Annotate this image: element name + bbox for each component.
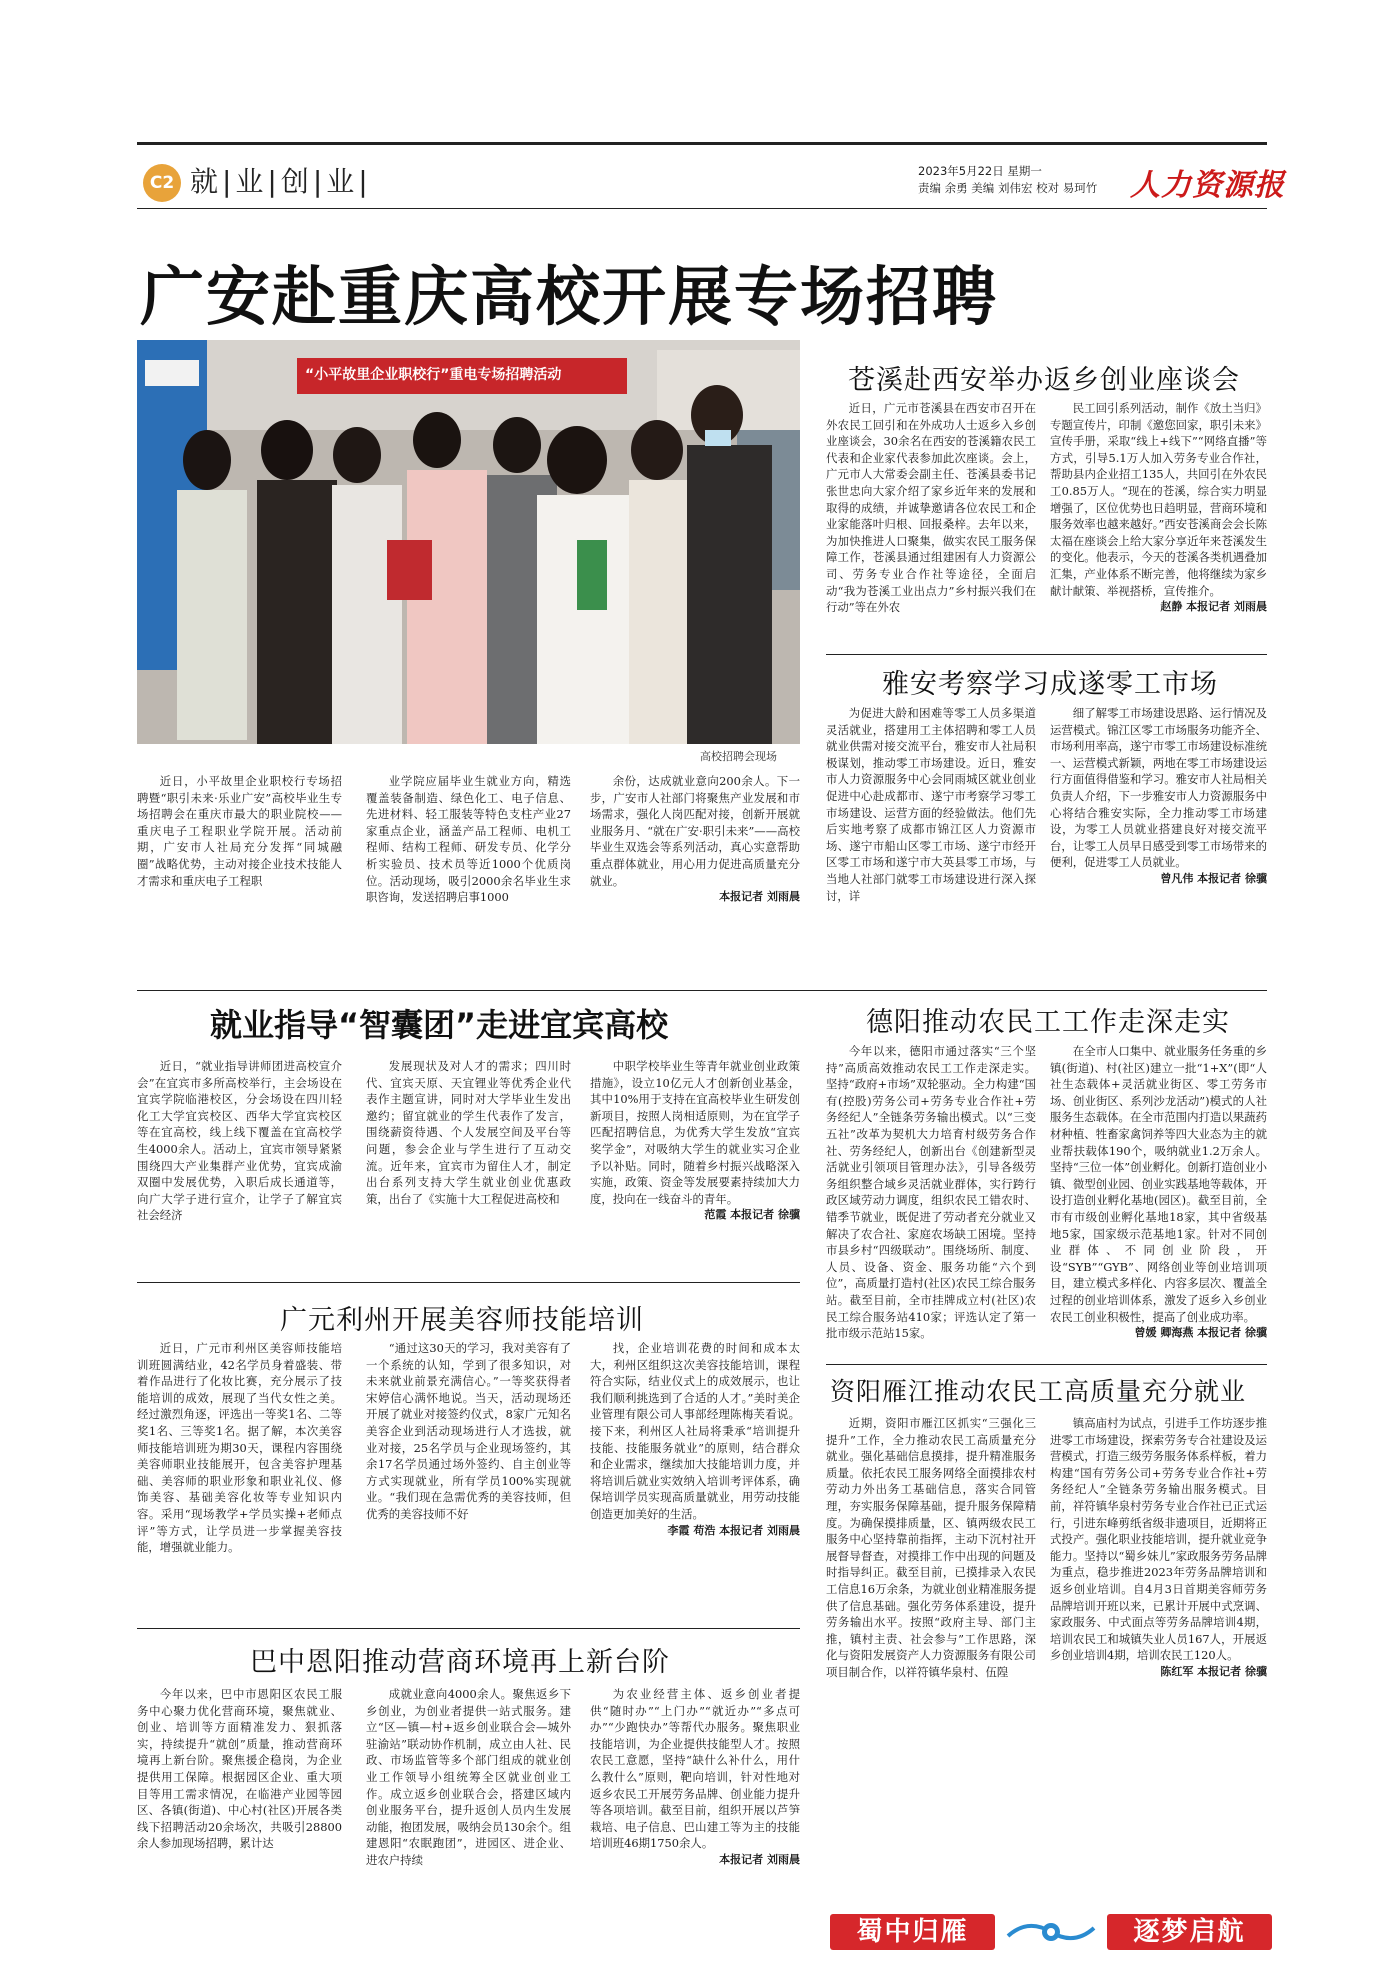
- divider: [826, 654, 1267, 655]
- top-rule: [137, 142, 1267, 145]
- page-badge: C2: [143, 164, 181, 202]
- lead-col-1: [137, 773, 342, 978]
- lizhou-byline: 李霞 苟浩 本报记者 刘雨晨: [667, 1523, 800, 1537]
- issue-meta: [918, 163, 1097, 197]
- lizhou-paragraph: 找，企业培训花费的时间和成本太大，利州区组织这次美容技能培训，课程符合实际，结业仪式上的成效展示，也让我们顺利挑选到了合适的人才。”美时美企业管理有限公司人事部经理陈梅芙看说。接下来，利州区人社局将秉承“培训提升技能、技能服务就业”的原则，结合群众和企业需求，继续加大技能培训力度，并将培训后就业实效纳入培训考评体系，确保培训学员实现高质量就业，用劳动技能创造更加美好的生活。: [590, 1341, 800, 1521]
- ziyang-headline: 资阳雁江推动农民工高质量充分就业: [830, 1377, 1247, 1406]
- deyang-col-2: [1050, 1043, 1267, 1357]
- deyang-paragraph: 在全市人口集中、就业服务任务重的乡镇(街道)、村(社区)建立一批“1+X”(即“人社生态载体+灵活就业街区、零工劳务市场、创业街区、系列沙龙活动”)模式的人社服务生态载体。在全市范围内打造以果蔬药材种植、牲畜家禽饲养等四大业态为主的就业帮扶载体190个，吸纳就业1.2万余人。坚持“三位一体”创业孵化。创新打造创业小镇、微型创业园、创业实践基地等载体，开设打造创业孵化基地(园区)。截至目前，全市有市级创业孵化基地18家，其中省级基地5家，国家级示范基地1家。针对不同创业群体、不同创业阶段，开设“SYB”“GYB”、网络创业等创业培训项目，建立模式多样化、内容多层次、覆盖全过程的创业培训体系，激发了返乡入乡创业农民工创业积极性，提高了创业成功率。: [1050, 1044, 1267, 1324]
- ziyang-paragraph: 镇高庙村为试点，引进手工作坊逐步推进零工市场建设，探索劳务专合社建设及运营模式，打造三级劳务服务体系样板，着力构建“国有劳务公司+劳务专业合作社+劳务经纪人”全链条劳务输出服务模式。目前，祥符镇华泉村劳务专业合作社已正式运行，引进东峰剪纸省级非遗项目，近期将正式投产。强化职业技能培训，提升就业竞争能力。坚持以“蜀乡妹儿”家政服务劳务品牌为重点，稳步推进2023年劳务品牌培训和返乡创业培训。自4月3日首期美容师劳务品牌培训开班以来，已累计开展中式烹调、家政服务、中式面点等劳务品牌培训4期，培训农民工和城镇失业人员167人，开展返乡创业培训4期，培训农民工120人。: [1050, 1416, 1267, 1663]
- banner-left: 蜀中归雁: [830, 1914, 995, 1950]
- bazhong-col-3: [590, 1686, 800, 1934]
- lizhou-col-1: [137, 1340, 342, 1622]
- banner-right: 逐梦启航: [1107, 1914, 1272, 1950]
- header-underline: [137, 208, 1267, 209]
- bazhong-byline: 本报记者 刘雨晨: [719, 1852, 800, 1866]
- section-name: 就|业|创|业|: [190, 165, 372, 198]
- yaan-paragraph: 细了解零工市场建设思路、运行情况及运营模式。锦江区零工市场服务功能齐全、市场利用率高，遂宁市零工市场建设标准统一、运营模式新颖，两地在零工市场建设运行方面值得借鉴和学习。雅安市人社局相关负责人介绍，下一步雅安市人力资源服务中心将结合雅安实际，全力推动零工市场建设，为零工人员就业搭建良好对接交流平台，让零工人员早日感受到零工市场带来的便利，促进零工人员就业。: [1050, 706, 1267, 870]
- paper-logo: 人力资源报: [1130, 168, 1285, 203]
- ziyang-byline: 陈红军 本报记者 徐骥: [1160, 1664, 1267, 1678]
- deyang-paragraph: 今年以来，德阳市通过落实“三个坚持”高质高效推动农民工工作走深走实。坚持“政府+市场”双轮驱动。全力构建“国有(控股)劳务公司+劳务专业合作社+劳务经纪人”全链条劳务输出模式。以“三变五社”改革为契机大力培育村级劳务合作社、劳务经纪人，创新出台《创建新型灵活就业引领项目管理办法》，引导各级劳务组织整合域乡灵活就业群体，实行跨行政区域劳动力调度，组织农民工错农时、错季节就业，既促进了劳动者充分就业又解决了农合社、家庭农场缺工困境。坚持市县乡村“四级联动”。围绕场所、制度、人员、设备、资金、服务功能“六个到位”，高质量打造村(社区)农民工综合服务站。截至目前，全市挂牌成立村(社区)农民工综合服务站410家；评选认定了第一批市级示范站15家。: [826, 1044, 1036, 1341]
- lizhou-col-2: [366, 1340, 571, 1622]
- yibin-col-2: [366, 1058, 571, 1273]
- photo-caption: 高校招聘会现场: [700, 750, 777, 763]
- lead-paragraph: 近日，小平故里企业职校行专场招聘暨“职引未来·乐业广安”高校毕业生专场招聘会在重庆市最大的职业院校——重庆电子工程职业学院开展。活动前期，广安市人社局充分发挥“同城融圈”战略优势，主动对接企业技术技能人才需求和重庆电子工程职: [137, 774, 342, 888]
- bazhong-paragraph: 今年以来，巴中市恩阳区农民工服务中心聚力优化营商环境，聚焦就业、创业、培训等方面精准发力、狠抓落实，持续提升“就创”质量，推动营商环境再上新台阶。聚焦援企稳岗，为企业提供用工保障。根据园区企业、重大项目等用工需求情况，在临港产业园等园区、各镇(街道)、中心村(社区)开展各类线下招聘活动20余场次，共吸引28800余人参加现场招聘，累计达: [137, 1687, 342, 1851]
- deyang-headline: 德阳推动农民工工作走深走实: [866, 1007, 1230, 1038]
- yibin-paragraph: 近日，“就业指导讲师团进高校宣介会”在宜宾市多所高校举行，主会场设在宜宾学院临港校区，分会场设在四川轻化工大学宜宾校区、西华大学宜宾校区等在宜高校，线上线下覆盖在宜高校学生4000余人。活动上，宜宾市领导紧紧围绕四大产业集群产业优势，宜宾成渝双圈中发展优势，入职后成长通道等，向广大学子进行宣介，让学子了解宜宾社会经济: [137, 1059, 342, 1223]
- deyang-byline: 曾媛 卿海燕 本报记者 徐骥: [1134, 1326, 1267, 1340]
- divider: [137, 1628, 800, 1629]
- lead-byline: 本报记者 刘雨晨: [719, 890, 800, 904]
- ziyang-col-1: [826, 1415, 1036, 1905]
- recruitment-photo: [137, 340, 800, 744]
- yibin-col-3: [590, 1058, 800, 1273]
- divider: [137, 1282, 800, 1283]
- swirl-icon: [1006, 1916, 1096, 1948]
- divider: [137, 990, 1267, 991]
- yaan-byline: 曾凡伟 本报记者 徐骥: [1160, 871, 1267, 885]
- cangxi-headline: 苍溪赴西安举办返乡创业座谈会: [848, 365, 1240, 396]
- divider: [826, 1364, 1267, 1365]
- lead-paragraph: 业学院应届毕业生就业方向，精选覆盖装备制造、绿色化工、电子信息、先进材料、轻工服装等特色支柱产业27家重点企业，涵盖产品工程师、电机工程师、结构工程师、研发专员、化学分析实验员、技术员等近1000个优质岗位。活动现场，吸引2000余名毕业生求职咨询，发送招聘启事1000: [366, 774, 571, 905]
- deyang-col-1: [826, 1043, 1036, 1357]
- recruitment-photo-illustration: [137, 340, 800, 744]
- ziyang-col-2: [1050, 1415, 1267, 1905]
- bazhong-headline: 巴中恩阳推动营商环境再上新台阶: [250, 1647, 670, 1678]
- cangxi-col-1: [826, 400, 1036, 650]
- lizhou-paragraph: 近日，广元市利州区美容师技能培训班圆满结业，42名学员身着盛装、带着作品进行了化妆比赛，充分展示了技能培训的成效，展现了当代女性之美。经过激烈角逐，评选出一等奖1名、二等奖1名、三等奖1名。据了解，本次美容师技能培训班为期30天，课程内容围绕美容师职业技能展开，包含美容护理基础、美容师的职业形象和职业礼仪、修饰美容、基础美容化妆等专业知识内容。采用“现场教学+学员实操+老师点评”等方式，让学员进一步掌握美容技能，增强就业能力。: [137, 1341, 342, 1555]
- bazhong-paragraph: 为农业经营主体、返乡创业者提供“随时办”“上门办”“就近办”“多点可办”“少跑快办”等帮代办服务。聚焦职业技能培训，为企业提供技能型人才。按照农民工意愿，坚持“缺什么补什么，用什么教什么”原则，靶向培训，针对性地对返乡农民工开展劳务品牌、创业能力提升等各项培训。截至目前，组织开展以芦笋栽培、电子信息、巴山建工等为主的技能培训班46期1750余人。: [590, 1687, 800, 1851]
- lizhou-col-3: [590, 1340, 800, 1622]
- cangxi-col-2: [1050, 400, 1267, 650]
- cangxi-paragraph: 近日，广元市苍溪县在西安市召开在外农民工回引和在外成功人士返乡入乡创业座谈会，30余名在西安的苍溪籍农民工代表和企业家代表参加此次座谈。会上，广元市人大常委会副主任、苍溪县委书记张世忠向大家介绍了家乡近年来的发展和取得的成绩，并诚挚邀请各位农民工和企业家能落叶归根、回报桑梓。去年以来，为加快推进人口聚集，做实农民工服务保障工作，苍溪县通过组建困有人力资源公司、劳务专业合作社等途径，全面启动“我为苍溪工业出点力”乡村振兴我们在行动”等在外农: [826, 401, 1036, 615]
- photo-banner-text: “小平故里企业职校行”重电专场招聘活动: [305, 367, 562, 383]
- lead-col-3: [590, 773, 800, 978]
- yibin-byline: 范霞 本报记者 徐骥: [704, 1208, 800, 1222]
- bazhong-paragraph: 成就业意向4000余人。聚焦返乡下乡创业，为创业者提供一站式服务。建立“区—镇—村+返乡创业联合会—城外驻渝站”联动协作机制，成立由人社、民政、市场监管等多个部门组成的就业创业工作领导小组统筹全区就业创业工作。成立返乡创业联合会，搭建区域内创业服务平台，提升返创人员内生发展动能，抱团发展，吸纳会员130余个。组建恩阳“农眠跑团”，进园区、进企业、进农户持续: [366, 1687, 571, 1867]
- lead-headline: 广安赴重庆高校开展专场招聘: [140, 261, 998, 335]
- yaan-col-1: [826, 705, 1036, 975]
- lizhou-headline: 广元利州开展美容师技能培训: [280, 1305, 644, 1336]
- cangxi-paragraph: 民工回引系列活动，制作《放土当归》专题宣传片，印制《邀您回家，职引未来》宣传手册，采取“线上+线下”“网络直播”等方式，引导5.1万人加入劳务专业合作社，帮助县内企业招工135人，共回引在外农民工0.85万人。“现在的苍溪，综合实力明显增强了，区位优势也日趋明显，营商环境和服务效率也越来越好。”西安苍溪商会会长陈太福在座谈会上给大家分享近年来苍溪发生的变化。他表示，今天的苍溪各类机遇叠加汇集，产业体系不断完善，他将继续为家乡献计献策、举视搭桥，宣传推介。: [1050, 401, 1267, 598]
- yibin-col-1: [137, 1058, 342, 1273]
- editors-line: 责编 余勇 美编 刘伟宏 校对 易珂竹: [918, 181, 1098, 195]
- column-banner: [830, 1910, 1272, 1954]
- lizhou-paragraph: “通过这30天的学习，我对美容有了一个系统的认知，学到了很多知识，对未来就业前景充满信心。”一等奖获得者宋婷信心满怀地说。当天，活动现场还开展了就业对接签约仪式，8家广元知名美容企业到活动现场进行人才选拔，就业对接，25名学员与企业现场签约，其余17名学员通过场外签约、自主创业等方式实现就业，所有学员100%实现就业。“我们现在急需优秀的美容技师，但优秀的美容技师不好: [366, 1341, 571, 1521]
- bazhong-col-1: [137, 1686, 342, 1934]
- cangxi-byline: 赵静 本报记者 刘雨晨: [1160, 600, 1267, 614]
- issue-date: 2023年5月22日 星期一: [918, 164, 1042, 178]
- yaan-headline: 雅安考察学习成遂零工市场: [882, 669, 1218, 700]
- lead-col-2: [366, 773, 571, 978]
- yaan-col-2: [1050, 705, 1267, 975]
- yaan-paragraph: 为促进大龄和困难等零工人员多渠道灵活就业，搭建用工主体招聘和零工人员就业供需对接交流平台，雅安市人社局积极谋划，推动零工市场建设。近日，雅安市人力资源服务中心会同雨城区就业创业促进中心赴成都市、遂宁市考察学习零工市场建设、运营方面的经验做法。他们先后实地考察了成都市锦江区人力资源市场、遂宁市船山区零工市场、遂宁市经开区零工市场和遂宁市大英县零工市场，与当地人社部门就零工市场建设进行深入探讨，详: [826, 706, 1036, 903]
- yibin-headline: 就业指导“智囊团”走进宜宾高校: [210, 1006, 669, 1044]
- ziyang-paragraph: 近期，资阳市雁江区抓实“三强化三提升”工作，全力推动农民工高质量充分就业。强化基础信息摸排，提升精准服务质量。依托农民工服务网络全面摸排农村劳动力外出务工基础信息，落实合同管理，夯实服务保障基础，提升服务保障精度。为确保摸排质量，区、镇两级农民工服务中心坚持靠前指挥，主动下沉村社开展督导督查，对摸排工作中出现的问题及时指导纠正。截至目前，已摸排录入农民工信息16万余条，为就业创业精准服务提供了信息基础。强化劳务体系建设，提升劳务输出水平。按照“政府主导、部门主推，镇村主责、社会参与”工作思路，深化与资阳发展资产人力资源服务有限公司项目制合作，以祥符镇华泉村、伍隍: [826, 1416, 1036, 1679]
- yibin-paragraph: 发展现状及对人才的需求；四川时代、宜宾天原、天宜锂业等优秀企业代表作主题宣讲，同时对大学毕业生发出邀约；留宜就业的学生代表作了发言，围绕薪资待遇、个人发展空间及平台等问题，参会企业与学生进行了互动交流。近年来，宜宾市为留住人才，制定出台系列支持大学生就业创业优惠政策，出台了《实施十大工程促进高校和: [366, 1059, 571, 1206]
- lead-paragraph: 余份，达成就业意向200余人。下一步，广安市人社部门将聚焦产业发展和市场需求，强化人岗匹配对接，创新开展就业服务月、“就在广安·职引未来”——高校毕业生双选会等系列活动，真心实意帮助重点群体就业，用心用力促进高质量充分就业。: [590, 774, 800, 888]
- yibin-paragraph: 中职学校毕业生等青年就业创业政策措施》，设立10亿元人才创新创业基金，其中10%用于支持在宜高校毕业生研发创新项目，按照人岗相适原则，为在宜学子匹配招聘信息，为优秀大学生发放“宜宾奖学金”，对吸纳大学生的就业实习企业予以补贴。同时，随着乡村振兴战略深入实施，政策、资金等发展要素持续加大力度，投向在一线奋斗的青年。: [590, 1059, 800, 1206]
- bazhong-col-2: [366, 1686, 571, 1934]
